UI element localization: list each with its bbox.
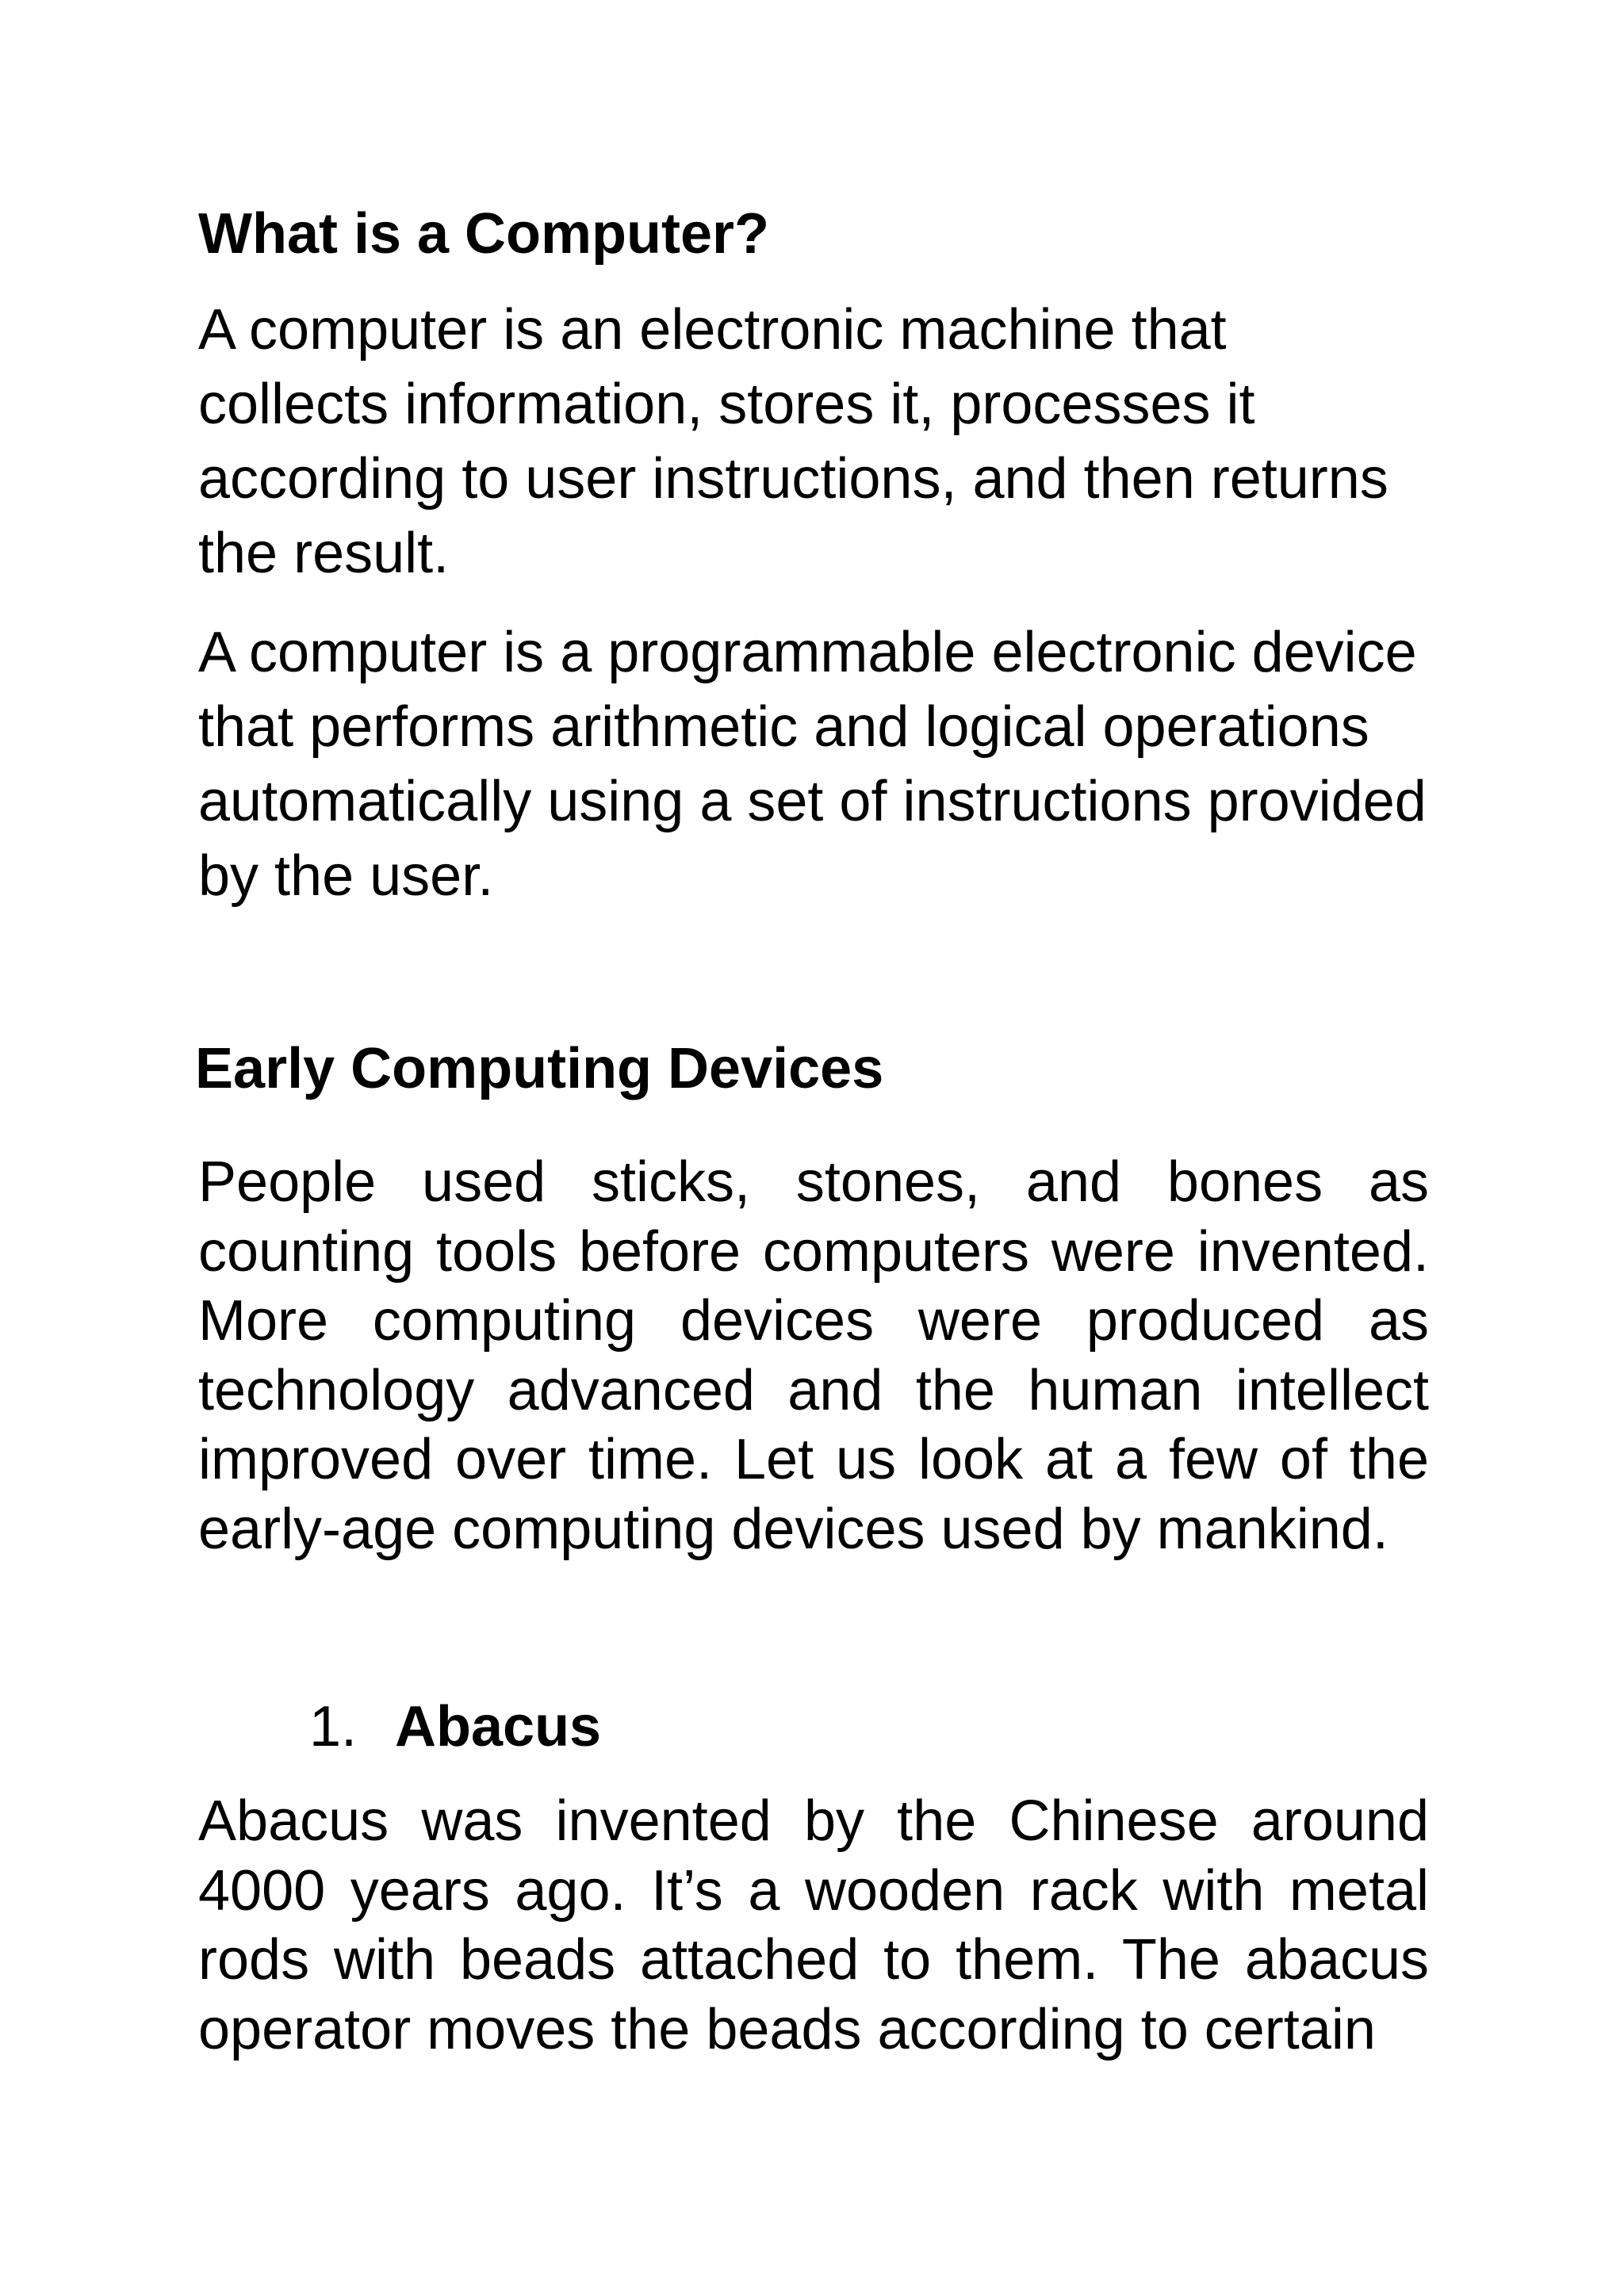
heading-early-computing-devices: Early Computing Devices [195,1037,884,1100]
paragraph-abacus: Abacus was invented by the Chinese around 4000 years ago. It’s a wooden rack with metal rods with beads attached to them. The abacus operator moves the beads according to certain [198,1789,1429,2061]
heading-what-is-a-computer: What is a Computer? [198,202,770,266]
paragraph-early-computing: People used sticks, stones, and bones as counting tools before computers were invented. More computing devices were produced as technology advanced and the human intellect improved over time. Let us look at a few of the early-age computing devices used by mankind. [198,1150,1429,1561]
list-number: 1. [309,1695,358,1758]
paragraph-definition-1: A computer is an electronic machine that collects information, stores it, processes it according to user instructions, and then returns the result. [198,298,1388,585]
paragraph-definition-2: A computer is a programmable electronic device that performs arithmetic and logical operations automatically using a set of instructions provided by the user. [198,621,1427,908]
list-title-abacus: Abacus [395,1695,602,1758]
list-item-abacus [309,1693,601,1761]
